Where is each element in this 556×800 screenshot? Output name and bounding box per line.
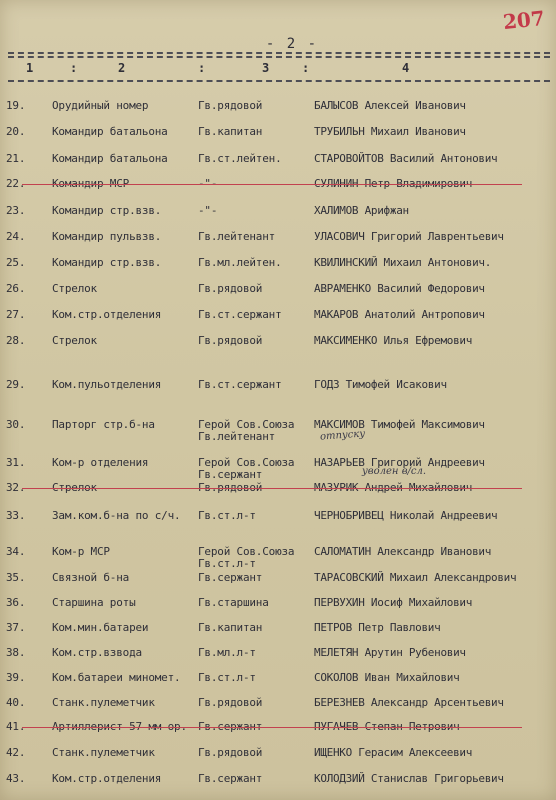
header-separator-top (8, 52, 550, 54)
rank-cell: Гв.рядовой (198, 696, 263, 709)
table-row (0, 481, 556, 511)
position-cell: Стрелок (52, 282, 97, 295)
strikethrough-line (22, 488, 522, 489)
name-cell: КОЛОДЗИЙ Станислав Григорьевич (314, 772, 504, 785)
strikethrough-line (22, 727, 522, 728)
column-divider: : (70, 61, 78, 75)
name-cell: ТАРАСОВСКИЙ Михаил Александрович (314, 571, 517, 584)
header-separator-bottom (8, 80, 550, 82)
rank-cell-second-line: Гв.ст.л-т (198, 557, 256, 570)
row-number: 30. (6, 418, 26, 431)
row-number: 38. (6, 646, 26, 659)
rank-cell: Гв.мл.л-т (198, 646, 256, 659)
name-cell: УЛАСОВИЧ Григорий Лаврентьевич (314, 230, 504, 243)
name-cell: ТРУБИЛЬН Михаил Иванович (314, 125, 466, 138)
position-cell: Стрелок (52, 481, 97, 494)
name-cell: БЕРЕЗНЕВ Александр Арсентьевич (314, 696, 504, 709)
position-cell: Командир стр.взв. (52, 204, 162, 217)
name-cell: ИЩЕНКО Герасим Алексеевич (314, 746, 473, 759)
position-cell: Станк.пулеметчик (52, 746, 155, 759)
row-number: 32. (6, 481, 26, 494)
column-header-4: 4 (402, 61, 410, 75)
name-cell: ГОДЗ Тимофей Исакович (314, 378, 447, 391)
position-cell: Ком.стр.взвода (52, 646, 142, 659)
position-cell: Связной б-на (52, 571, 130, 584)
row-number: 21. (6, 152, 26, 165)
column-header-3: 3 (262, 61, 270, 75)
row-number: 22. (6, 177, 26, 190)
row-number: 39. (6, 671, 26, 684)
rank-cell-second-line: Гв.лейтенант (198, 430, 276, 443)
rank-cell: Гв.сержант (198, 571, 263, 584)
name-cell: МАКСИМЕНКО Илья Ефремович (314, 334, 473, 347)
rank-cell: Гв.капитан (198, 621, 263, 634)
position-cell: Командир батальона (52, 152, 168, 165)
strikethrough-line (22, 184, 522, 185)
handwritten-note: отпуску (319, 428, 366, 443)
position-cell: Ком-р МСР (52, 545, 110, 558)
table-row (0, 418, 556, 448)
page-number: - 2 - (265, 36, 319, 52)
row-number: 31. (6, 456, 26, 469)
name-cell: САЛОМАТИН Александр Иванович (314, 545, 492, 558)
name-cell: СУЛИНИН Петр Владимирович (314, 177, 473, 190)
rank-cell: Гв.ст.л-т (198, 671, 256, 684)
position-cell: Командир стр.взв. (52, 256, 162, 269)
rank-cell: Герой Сов.Союза (198, 456, 295, 469)
rank-cell: Гв.лейтенант (198, 230, 276, 243)
row-number: 33. (6, 509, 26, 522)
column-header-2: 2 (118, 61, 126, 75)
position-cell: Парторг стр.б-на (52, 418, 155, 431)
name-cell: КВИЛИНСКИЙ Михаил Антонович. (314, 256, 492, 269)
table-row (0, 378, 556, 408)
rank-cell: Гв.рядовой (198, 334, 263, 347)
row-number: 27. (6, 308, 26, 321)
name-cell: СТАРОВОЙТОВ Василий Антонович (314, 152, 498, 165)
column-divider: : (198, 61, 206, 75)
name-cell: ЧЕРНОБРИВЕЦ Николай Андреевич (314, 509, 498, 522)
header-separator-top-2 (8, 56, 550, 58)
row-number: 19. (6, 99, 26, 112)
archive-page-stamp: 207 (501, 5, 546, 35)
rank-cell: Гв.старшина (198, 596, 269, 609)
position-cell: Ком.мин.батареи (52, 621, 149, 634)
rank-cell: Герой Сов.Союза (198, 545, 295, 558)
name-cell: СОКОЛОВ Иван Михайлович (314, 671, 460, 684)
name-cell: МАЗУРИК Андрей Михайлович (314, 481, 473, 494)
rank-cell: Гв.ст.сержант (198, 308, 282, 321)
row-number: 25. (6, 256, 26, 269)
name-cell: ПУГАЧЕВ Степан Петрович (314, 720, 460, 733)
position-cell: Ком-р отделения (52, 456, 149, 469)
rank-cell: Гв.рядовой (198, 99, 263, 112)
rank-cell: -"- (198, 204, 218, 217)
position-cell: Ком.пульотделения (52, 378, 162, 391)
row-number: 35. (6, 571, 26, 584)
rank-cell: Герой Сов.Союза (198, 418, 295, 431)
name-cell: МАКСИМОВ Тимофей Максимович (314, 418, 485, 431)
position-cell: Стрелок (52, 334, 97, 347)
row-number: 28. (6, 334, 26, 347)
rank-cell: Гв.ст.сержант (198, 378, 282, 391)
row-number: 40. (6, 696, 26, 709)
name-cell: АВРАМЕНКО Василий Федорович (314, 282, 485, 295)
table-row (0, 177, 556, 207)
position-cell: Ком.батареи миномет. (52, 671, 181, 684)
rank-cell: Гв.сержант (198, 720, 263, 733)
name-cell: ПЕТРОВ Петр Павлович (314, 621, 441, 634)
position-cell: Орудийный номер (52, 99, 149, 112)
rank-cell: Гв.капитан (198, 125, 263, 138)
name-cell: ПЕРВУХИН Иосиф Михайлович (314, 596, 473, 609)
position-cell: Ком.стр.отделения (52, 772, 162, 785)
position-cell: Станк.пулеметчик (52, 696, 155, 709)
rank-cell: Гв.сержант (198, 772, 263, 785)
row-number: 29. (6, 378, 26, 391)
row-number: 34. (6, 545, 26, 558)
table-row (0, 509, 556, 539)
row-number: 20. (6, 125, 26, 138)
rank-cell: Гв.ст.л-т (198, 509, 256, 522)
rank-cell: -"- (198, 177, 218, 190)
rank-cell: Гв.ст.лейтен. (198, 152, 282, 165)
name-cell: МАКАРОВ Анатолий Антропович (314, 308, 485, 321)
position-cell: Ком.стр.отделения (52, 308, 162, 321)
rank-cell: Гв.мл.лейтен. (198, 256, 282, 269)
position-cell: Зам.ком.б-на по с/ч. (52, 509, 181, 522)
name-cell: ХАЛИМОВ Арифжан (314, 204, 409, 217)
position-cell: Артиллерист 57 мм ор. (52, 720, 187, 733)
row-number: 43. (6, 772, 26, 785)
name-cell: БАЛЫСОВ Алексей Иванович (314, 99, 466, 112)
column-header-1: 1 (26, 61, 34, 75)
name-cell: МЕЛЕТЯН Арутин Рубенович (314, 646, 466, 659)
handwritten-note: уволен в/сл. (362, 466, 427, 477)
rank-cell-second-line: Гв.сержант (198, 468, 263, 481)
table-row (0, 772, 556, 800)
position-cell: Командир батальона (52, 125, 168, 138)
rank-cell: Гв.рядовой (198, 481, 263, 494)
table-row (0, 334, 556, 364)
position-cell: Командир МСР (52, 177, 130, 190)
row-number: 37. (6, 621, 26, 634)
row-number: 24. (6, 230, 26, 243)
row-number: 41. (6, 720, 26, 733)
rank-cell: Гв.рядовой (198, 746, 263, 759)
row-number: 36. (6, 596, 26, 609)
row-number: 23. (6, 204, 26, 217)
rank-cell: Гв.рядовой (198, 282, 263, 295)
column-divider: : (302, 61, 310, 75)
position-cell: Командир пульвзв. (52, 230, 162, 243)
row-number: 26. (6, 282, 26, 295)
table-row (0, 125, 556, 155)
name-cell: НАЗАРЬЕВ Григорий Андреевич (314, 456, 485, 469)
position-cell: Старшина роты (52, 596, 136, 609)
row-number: 42. (6, 746, 26, 759)
